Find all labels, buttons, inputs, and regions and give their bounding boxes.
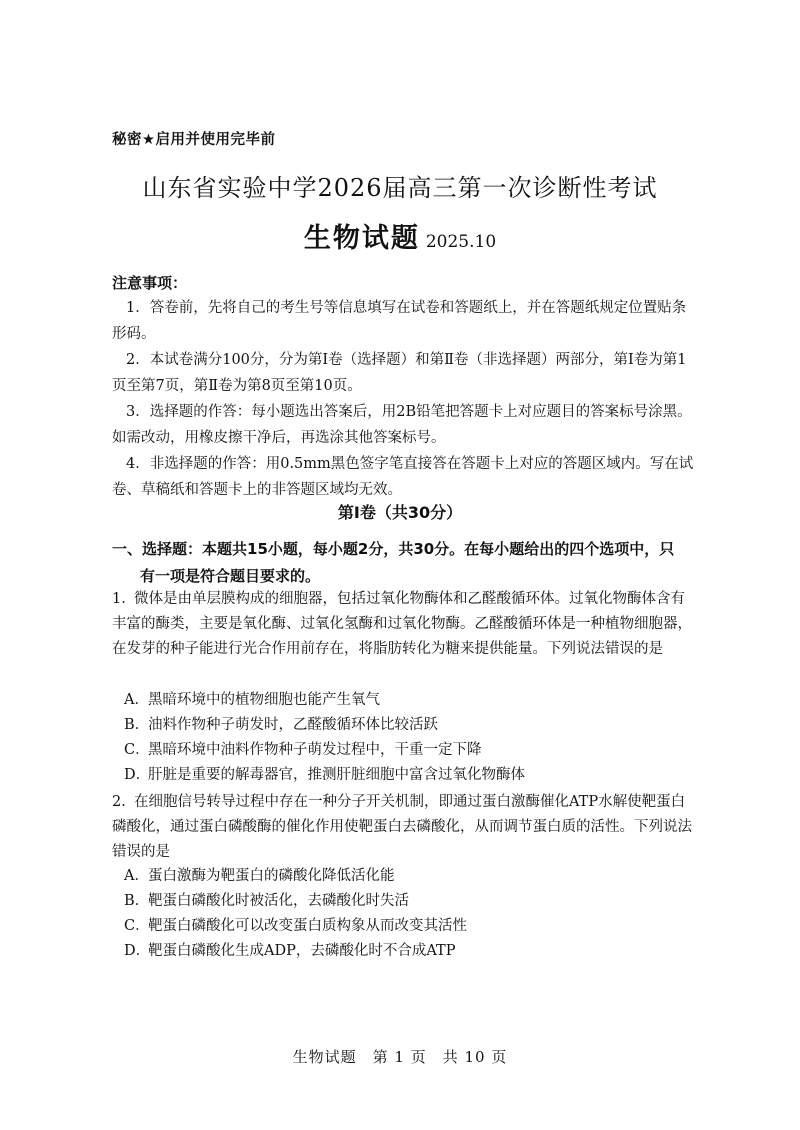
subject-title: 生物试题 [303, 223, 420, 254]
option-letter: B． [124, 893, 150, 909]
question-1-option-b [124, 713, 438, 738]
confidential-label: 秘密★启用并使用完毕前 [112, 132, 276, 148]
page-footer: 生物试题 第 1 页 共 10 页 [292, 1048, 508, 1066]
question-stem: 微体是由单层膜构成的细胞器，包括过氧化物酶体和乙醛酸循环体。过氧化物酶体含有丰富的酶类，主要是氧化酶、过氧化氢酶和过氧化物酶。乙醛酸循环体是一种植物细胞器，在发芽的种子能进行光合作用前存在，将脂肪转化为糖来提供能量。下列说法错误的是 [112, 591, 692, 657]
notice-item-4: 4．非选择题的作答：用0.5mm黑色签字笔直接答在答题卡上对应的答题区域内。写在试卷、草稿纸和答题卡上的非答题区域均无效。 [112, 456, 694, 498]
subject-line [0, 216, 800, 255]
option-text: 靶蛋白磷酸化生成ADP，去磷酸化时不合成ATP [148, 943, 456, 959]
question-number: 1. [112, 591, 126, 607]
option-text: 肝脏是重要的解毒器官，推测肝脏细胞中富含过氧化物酶体 [148, 767, 525, 783]
option-text: 蛋白激酶为靶蛋白的磷酸化降低活化能 [148, 868, 395, 884]
part-instructions [112, 536, 702, 590]
option-letter: A． [124, 868, 149, 884]
notice-item-1: 1．答卷前，先将自己的考生号等信息填写在试卷和答题纸上，并在答题纸规定位置贴条形码。 [112, 300, 687, 342]
option-text: 油料作物种子萌发时，乙醛酸循环体比较活跃 [148, 717, 438, 733]
option-letter: D． [124, 943, 151, 959]
notice-item-2: 2．本试卷满分100分，分为第Ⅰ卷（选择题）和第Ⅱ卷（非选择题）两部分，第Ⅰ卷为第1页至第7页，第Ⅱ卷为第8页至第10页。 [112, 352, 687, 394]
question-1 [112, 587, 694, 662]
question-2-option-d [124, 939, 455, 964]
option-letter: C． [124, 918, 150, 934]
exam-title: 山东省实验中学2026届高三第一次诊断性考试 [142, 174, 658, 202]
option-letter: C． [124, 742, 150, 758]
exam-date: 2025.10 [425, 232, 497, 252]
question-2 [112, 790, 697, 865]
part-instructions-line2: 有一项是符合题目要求的。 [140, 567, 321, 585]
question-2-option-c [124, 914, 467, 939]
option-text: 靶蛋白磷酸化时被活化，去磷酸化时失活 [148, 893, 409, 909]
option-letter: B． [124, 717, 150, 733]
option-text: 黑暗环境中的植物细胞也能产生氧气 [148, 692, 380, 708]
part-instructions-line1: 一、选择题：本题共15小题，每小题2分，共30分。在每小题给出的四个选项中，只 [112, 540, 675, 558]
question-2-option-a [124, 864, 395, 889]
option-letter: A． [124, 692, 149, 708]
question-1-option-d [124, 763, 525, 788]
notice-item-3: 3．选择题的作答：每小题选出答案后，用2B铅笔把答题卡上对应题目的答案标号涂黑。如需改动，用橡皮擦干净后，再选涂其他答案标号。 [112, 404, 692, 446]
question-number: 2. [112, 794, 126, 810]
notice-heading: 注意事项： [112, 274, 188, 292]
question-stem: 在细胞信号转导过程中存在一种分子开关机制，即通过蛋白激酶催化ATP水解使靶蛋白磷酸化，通过蛋白磷酸酶的催化作用使靶蛋白去磷酸化，从而调节蛋白质的活性。下列说法错误的是 [112, 794, 692, 860]
option-letter: D． [124, 767, 151, 783]
option-text: 黑暗环境中油料作物种子萌发过程中，干重一定下降 [148, 742, 482, 758]
section-title: 第Ⅰ卷（共30分） [337, 503, 463, 522]
question-1-option-c [124, 738, 482, 763]
option-text: 靶蛋白磷酸化可以改变蛋白质构象从而改变其活性 [148, 918, 467, 934]
question-2-option-b [124, 889, 409, 914]
question-1-option-a [124, 688, 380, 713]
